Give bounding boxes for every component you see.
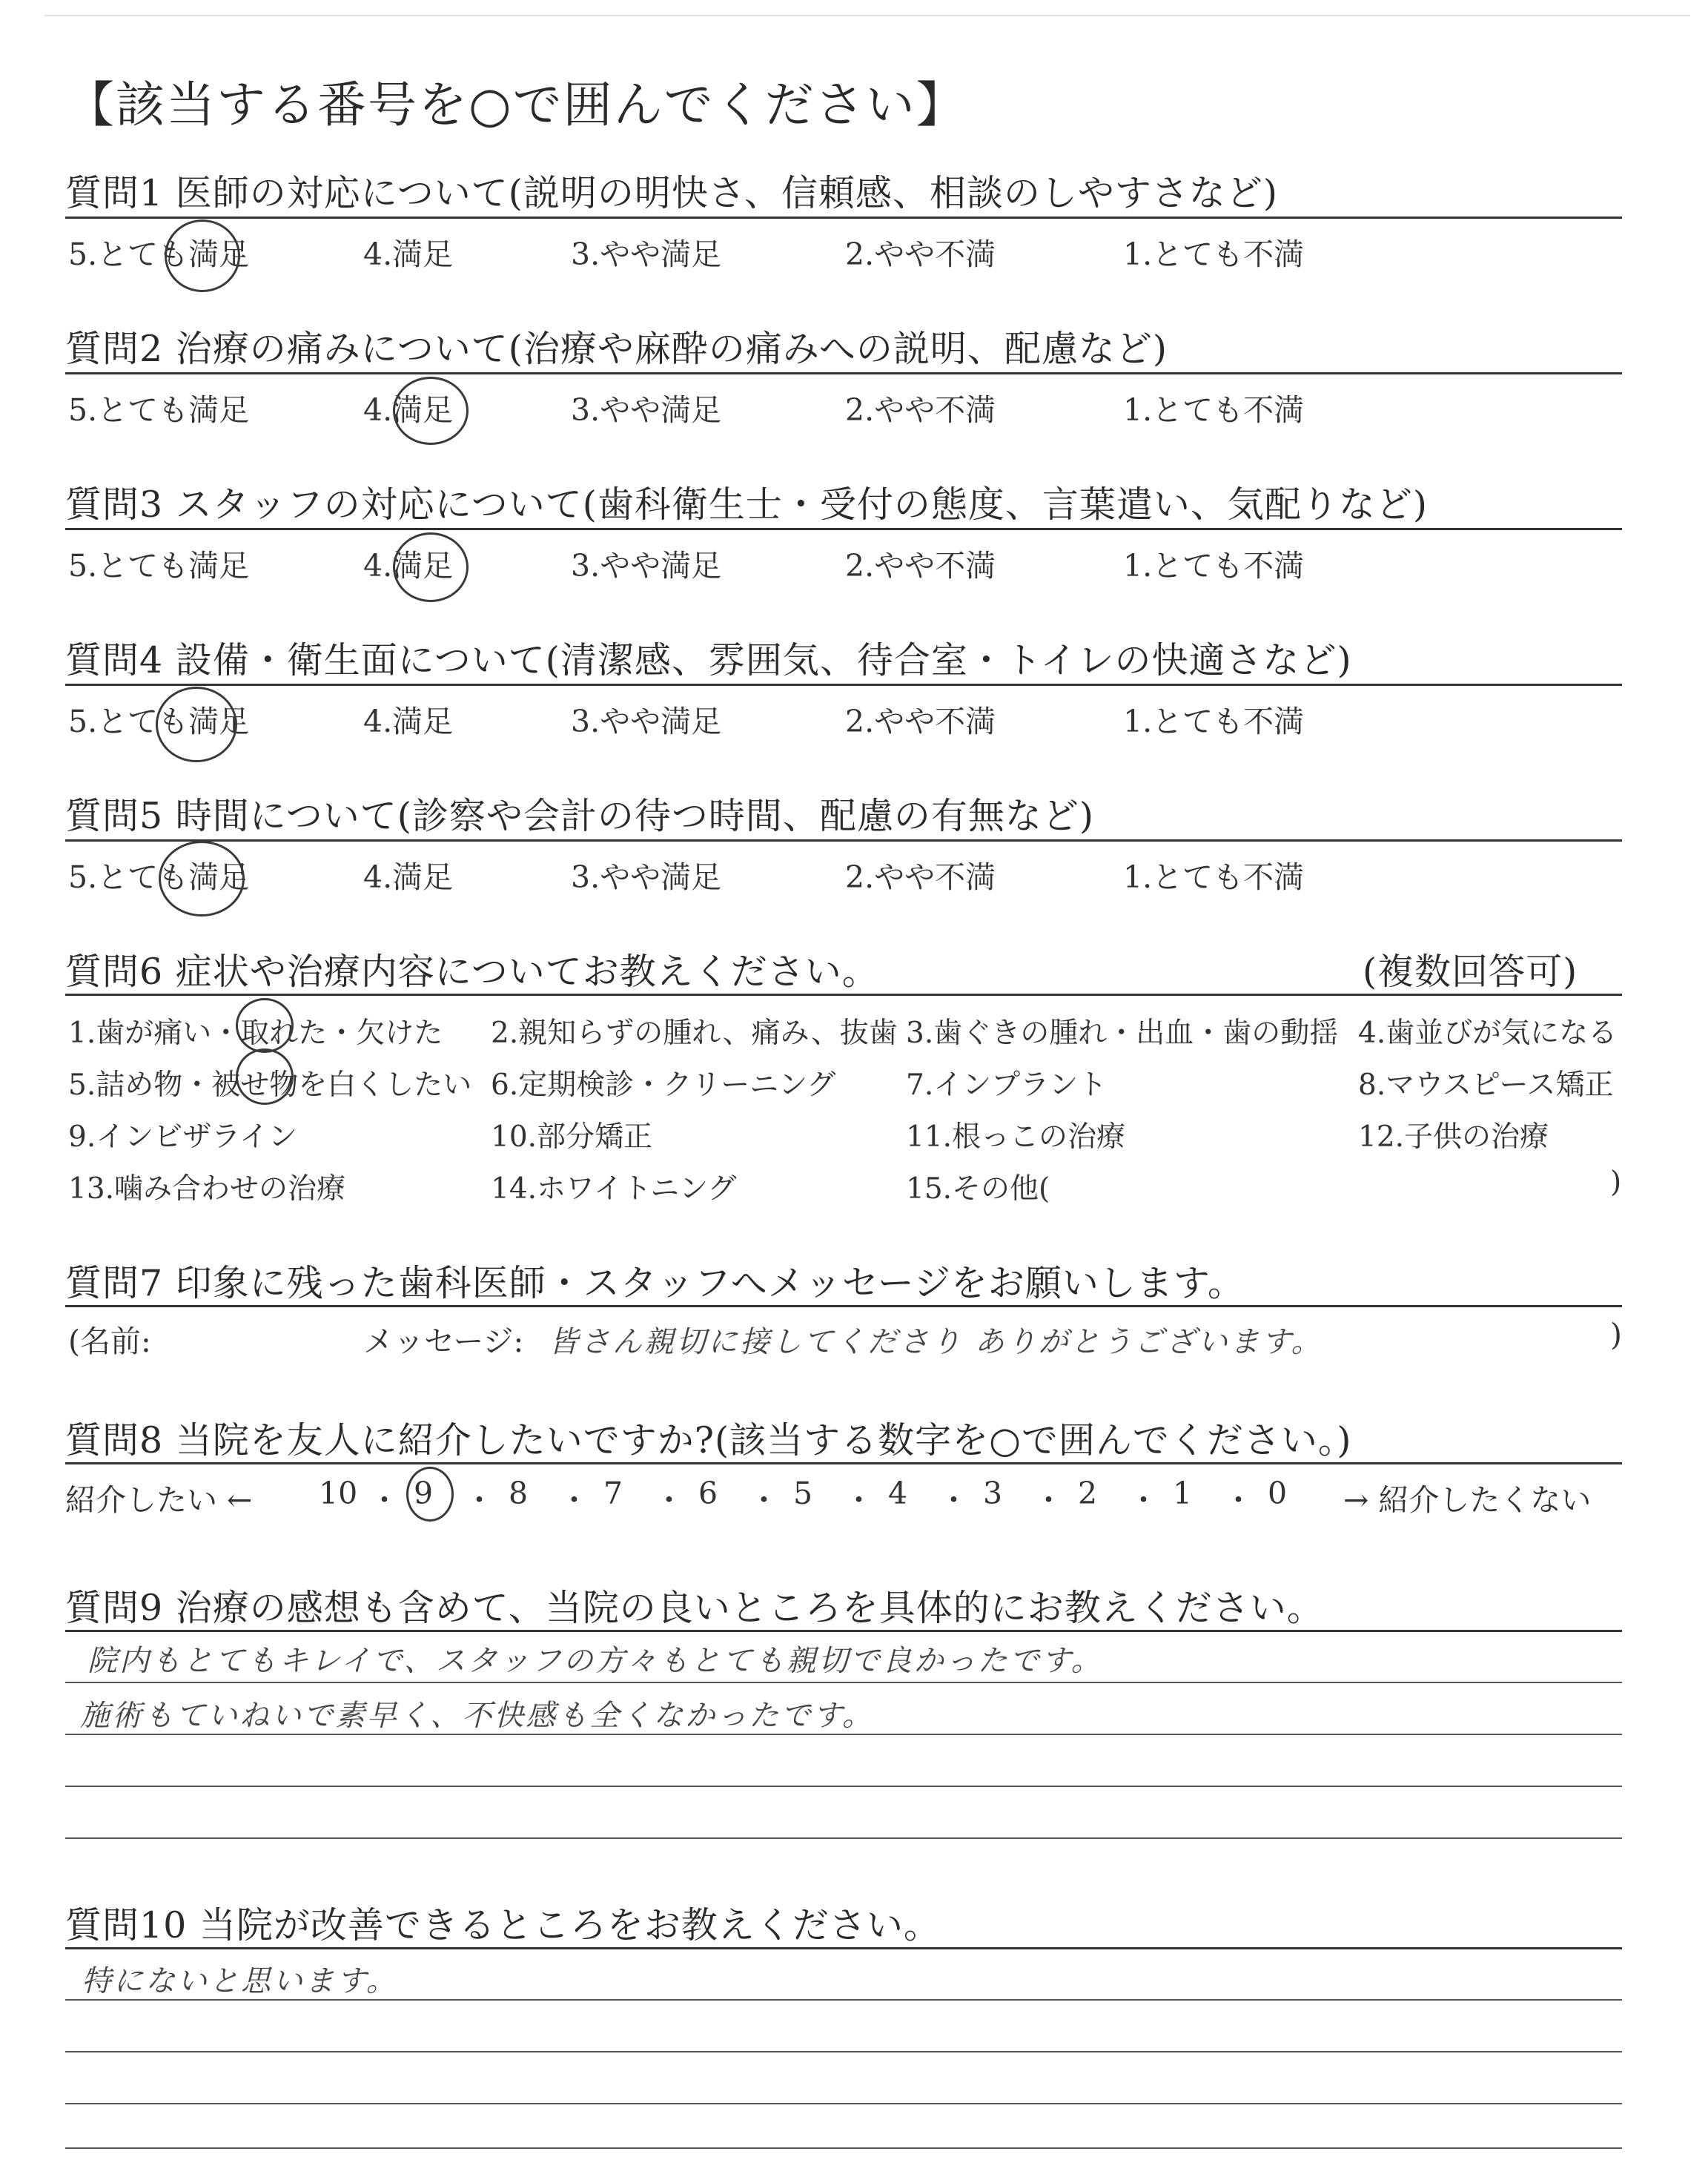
question-10-rule bbox=[65, 1947, 1622, 1949]
question-7-rule bbox=[65, 1305, 1622, 1307]
q8-scale-separator: ・ bbox=[654, 1482, 684, 1518]
q1-option-5[interactable]: 5.とても満足 bbox=[68, 237, 250, 272]
q4-option-4[interactable]: 4.満足 bbox=[363, 704, 454, 739]
selection-circle-q2 bbox=[393, 377, 469, 445]
q8-scale-separator: ・ bbox=[939, 1482, 969, 1518]
question-1-rule bbox=[65, 217, 1622, 219]
q8-scale-value[interactable]: 0 bbox=[1268, 1476, 1288, 1511]
q1-option-1[interactable]: 1.とても不満 bbox=[1123, 237, 1305, 272]
q1-option-4[interactable]: 4.満足 bbox=[363, 237, 454, 272]
q1-option-3[interactable]: 3.やや満足 bbox=[571, 237, 722, 272]
page-title: 【該当する番号を○で囲んでください】 bbox=[65, 76, 967, 133]
q6-option-13[interactable]: 13.噛み合わせの治療 bbox=[68, 1172, 346, 1206]
selection-circle-q6-b bbox=[236, 1048, 294, 1105]
selection-circle-q4 bbox=[156, 687, 237, 762]
question-7-label: 質問7 印象に残った歯科医師・スタッフへメッセージをお願いします。 bbox=[65, 1262, 1245, 1304]
q4-option-5[interactable]: 5.とても満足 bbox=[68, 704, 250, 739]
question-9-label: 質問9 治療の感想も含めて、当院の良いところを具体的にお教えください。 bbox=[65, 1587, 1324, 1629]
q10-answer-line-1: 特にないと思います。 bbox=[82, 1964, 398, 1998]
selection-circle-q5 bbox=[159, 841, 245, 916]
q3-option-5[interactable]: 5.とても満足 bbox=[68, 548, 250, 584]
question-8-rule bbox=[65, 1462, 1622, 1464]
q7-message-handwritten: 皆さん親切に接してくださり ありがとうございます。 bbox=[549, 1325, 1323, 1359]
question-8-label: 質問8 当院を友人に紹介したいですか?(該当する数字を○で囲んでください。) bbox=[65, 1419, 1352, 1462]
selection-circle-q8 bbox=[406, 1467, 454, 1522]
q6-option-10[interactable]: 10.部分矯正 bbox=[491, 1120, 653, 1154]
q5-option-3[interactable]: 3.やや満足 bbox=[571, 859, 722, 895]
q8-scale-separator: ・ bbox=[844, 1482, 874, 1518]
q6-option-1[interactable]: 1.歯が痛い・取れた・欠けた bbox=[68, 1017, 443, 1050]
q9-answer-line-1: 院内もとてもキレイで、スタッフの方々もとても親切で良かったです。 bbox=[87, 1644, 1103, 1678]
q6-option-6[interactable]: 6.定期検診・クリーニング bbox=[491, 1069, 836, 1102]
q5-option-1[interactable]: 1.とても不満 bbox=[1123, 859, 1305, 895]
q7-name-label: (名前: bbox=[68, 1324, 151, 1359]
question-3-rule bbox=[65, 528, 1622, 530]
q8-scale-separator: ・ bbox=[1033, 1482, 1064, 1518]
q6-option-4[interactable]: 4.歯並びが気になる bbox=[1358, 1017, 1618, 1050]
question-2-rule bbox=[65, 372, 1622, 374]
q6-option-2[interactable]: 2.親知らずの腫れ、痛み、抜歯 bbox=[491, 1017, 898, 1050]
question-5-rule bbox=[65, 839, 1622, 842]
q6-option-12[interactable]: 12.子供の治療 bbox=[1358, 1120, 1549, 1154]
q4-option-3[interactable]: 3.やや満足 bbox=[571, 704, 722, 739]
question-1-label: 質問1 医師の対応について(説明の明快さ、信頼感、相談のしやすさなど) bbox=[65, 172, 1279, 214]
q8-scale-value[interactable]: 2 bbox=[1078, 1476, 1098, 1511]
q9-writing-line bbox=[65, 1837, 1622, 1839]
q10-writing-line bbox=[65, 2051, 1622, 2052]
q7-close-paren: ) bbox=[1610, 1317, 1622, 1353]
question-6-label: 質問6 症状や治療内容についてお教えください。 bbox=[65, 951, 879, 993]
q6-option-9[interactable]: 9.インビザライン bbox=[68, 1120, 298, 1154]
q10-writing-line bbox=[65, 1999, 1622, 2001]
selection-circle-q1 bbox=[165, 219, 240, 292]
q8-scale-separator: ・ bbox=[1223, 1482, 1254, 1518]
q8-scale-value[interactable]: 9 bbox=[414, 1476, 434, 1511]
selection-circle-q6-a bbox=[236, 998, 294, 1053]
question-6-rule bbox=[65, 994, 1622, 996]
selection-circle-q3 bbox=[393, 532, 469, 602]
q8-scale-separator: ・ bbox=[464, 1482, 494, 1518]
q3-option-2[interactable]: 2.やや不満 bbox=[845, 548, 996, 584]
q4-option-1[interactable]: 1.とても不満 bbox=[1123, 704, 1305, 739]
question-6-note: (複数回答可) bbox=[1363, 951, 1578, 993]
q6-option-11[interactable]: 11.根っこの治療 bbox=[906, 1120, 1126, 1154]
question-9-rule bbox=[65, 1630, 1622, 1632]
q6-option-14[interactable]: 14.ホワイトニング bbox=[491, 1172, 737, 1206]
q8-scale-value[interactable]: 5 bbox=[793, 1476, 813, 1511]
q2-option-3[interactable]: 3.やや満足 bbox=[571, 392, 722, 428]
q9-writing-line bbox=[65, 1734, 1622, 1735]
q8-left-label: 紹介したい ← bbox=[65, 1482, 253, 1518]
q8-scale-value[interactable]: 1 bbox=[1173, 1476, 1193, 1511]
q6-option-5[interactable]: 5.詰め物・被せ物を白くしたい bbox=[68, 1069, 472, 1102]
question-2-label: 質問2 治療の痛みについて(治療や麻酔の痛みへの説明、配慮など) bbox=[65, 328, 1168, 370]
q9-answer-line-2: 施術もていねいで素早く、不快感も全くなかったです。 bbox=[80, 1699, 874, 1733]
question-4-rule bbox=[65, 684, 1622, 686]
q2-option-1[interactable]: 1.とても不満 bbox=[1123, 392, 1305, 428]
q5-option-2[interactable]: 2.やや不満 bbox=[845, 859, 996, 895]
q8-scale-value[interactable]: 4 bbox=[888, 1476, 908, 1511]
page-top-border bbox=[44, 15, 1690, 16]
q10-writing-line bbox=[65, 2147, 1622, 2149]
q8-scale-separator: ・ bbox=[369, 1482, 400, 1518]
q6-option-8[interactable]: 8.マウスピース矯正 bbox=[1358, 1069, 1614, 1102]
question-4-label: 質問4 設備・衛生面について(清潔感、雰囲気、待合室・トイレの快適さなど) bbox=[65, 639, 1352, 681]
q6-option-15-close: ) bbox=[1610, 1166, 1622, 1199]
q8-scale-value[interactable]: 6 bbox=[698, 1476, 718, 1511]
q8-scale-separator: ・ bbox=[1128, 1482, 1159, 1518]
q7-message-label: メッセージ: bbox=[363, 1324, 524, 1359]
q3-option-3[interactable]: 3.やや満足 bbox=[571, 548, 722, 584]
q2-option-2[interactable]: 2.やや不満 bbox=[845, 392, 996, 428]
q8-scale-value[interactable]: 10 bbox=[319, 1476, 358, 1511]
q10-writing-line bbox=[65, 2103, 1622, 2104]
q8-scale-value[interactable]: 8 bbox=[509, 1476, 529, 1511]
q6-option-7[interactable]: 7.インプラント bbox=[906, 1069, 1108, 1102]
q8-scale-value[interactable]: 3 bbox=[983, 1476, 1003, 1511]
q2-option-4[interactable]: 4.満足 bbox=[363, 392, 454, 428]
q6-option-15[interactable]: 15.その他( bbox=[906, 1172, 1050, 1206]
q9-writing-line bbox=[65, 1786, 1622, 1787]
q3-option-1[interactable]: 1.とても不満 bbox=[1123, 548, 1305, 584]
q6-option-3[interactable]: 3.歯ぐきの腫れ・出血・歯の動揺 bbox=[906, 1017, 1339, 1050]
question-5-label: 質問5 時間について(診察や会計の待つ時間、配慮の有無など) bbox=[65, 795, 1095, 837]
q5-option-5[interactable]: 5.とても満足 bbox=[68, 859, 250, 895]
q8-scale-separator: ・ bbox=[749, 1482, 779, 1518]
q8-scale-separator: ・ bbox=[559, 1482, 589, 1518]
q9-writing-line bbox=[65, 1682, 1622, 1683]
q4-option-2[interactable]: 2.やや不満 bbox=[845, 704, 996, 739]
q8-scale-value[interactable]: 7 bbox=[603, 1476, 623, 1511]
q1-option-2[interactable]: 2.やや不満 bbox=[845, 237, 996, 272]
q8-right-label: → 紹介したくない bbox=[1343, 1482, 1592, 1518]
question-10-label: 質問10 当院が改善できるところをお教えください。 bbox=[65, 1904, 941, 1946]
q5-option-4[interactable]: 4.満足 bbox=[363, 859, 454, 895]
q3-option-4[interactable]: 4.満足 bbox=[363, 548, 454, 584]
q2-option-5[interactable]: 5.とても満足 bbox=[68, 392, 250, 428]
question-3-label: 質問3 スタッフの対応について(歯科衛生士・受付の態度、言葉遣い、気配りなど) bbox=[65, 483, 1429, 526]
